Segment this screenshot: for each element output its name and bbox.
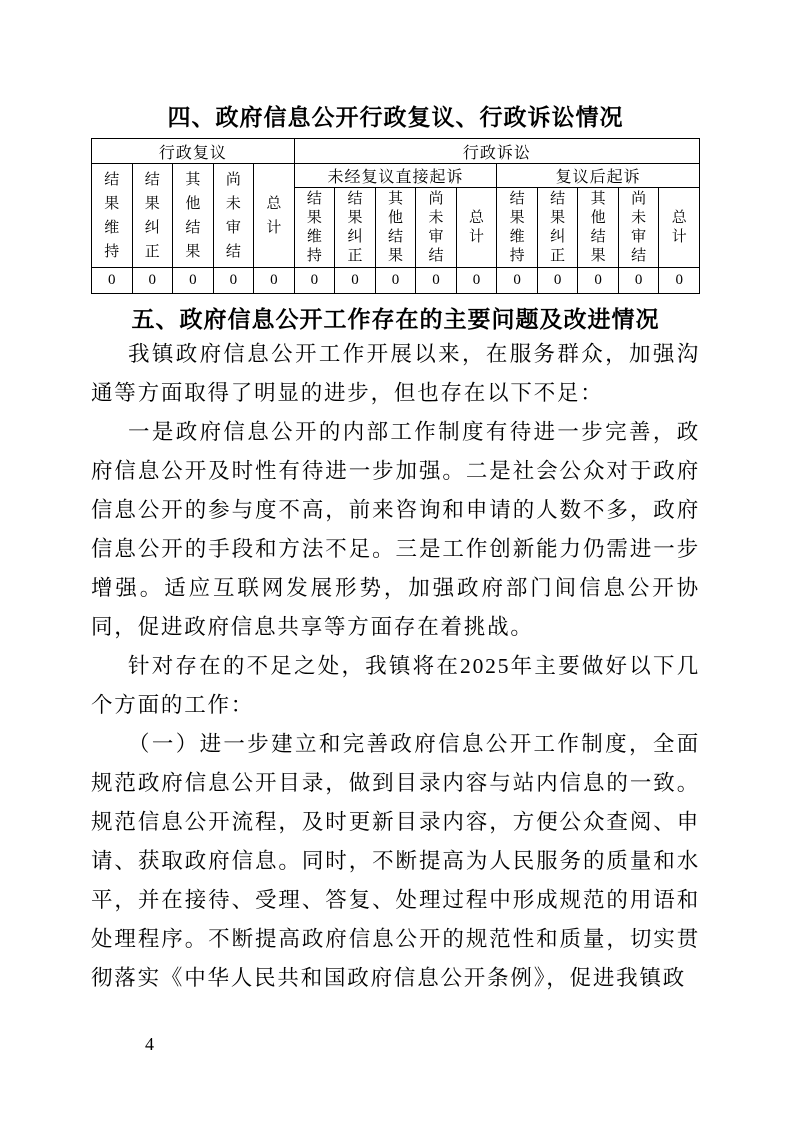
header-direct-total: 总计 bbox=[456, 188, 497, 268]
value-cell: 0 bbox=[294, 268, 335, 294]
header-direct-other-result: 其他结果 bbox=[375, 188, 416, 268]
group-admin-litigation: 行政诉讼 bbox=[294, 139, 699, 164]
group-admin-review: 行政复议 bbox=[92, 139, 295, 164]
subgroup-suit-after-review: 复议后起诉 bbox=[497, 164, 700, 188]
page-number: 4 bbox=[145, 1034, 154, 1054]
paragraph-intro: 我镇政府信息公开工作开展以来，在服务群众，加强沟通等方面取得了明显的进步，但也存在以下不足： bbox=[91, 342, 700, 405]
header-afterreview-pending: 尚未审结 bbox=[618, 188, 659, 268]
value-cell: 0 bbox=[456, 268, 497, 294]
admin-review-litigation-table bbox=[91, 138, 700, 294]
value-cell: 0 bbox=[375, 268, 416, 294]
value-cell: 0 bbox=[497, 268, 538, 294]
value-cell: 0 bbox=[132, 268, 173, 294]
section5-heading: 五、政府信息公开工作存在的主要问题及改进情况 bbox=[131, 306, 660, 332]
section4-heading: 四、政府信息公开行政复议、行政诉讼情况 bbox=[167, 104, 624, 130]
table-row-values bbox=[92, 268, 700, 294]
header-review-total: 总计 bbox=[254, 164, 295, 268]
header-review-other-result: 其他结果 bbox=[173, 164, 214, 268]
value-cell: 0 bbox=[618, 268, 659, 294]
value-cell: 0 bbox=[335, 268, 376, 294]
value-cell: 0 bbox=[578, 268, 619, 294]
header-afterreview-result-upheld: 结果维持 bbox=[497, 188, 538, 268]
header-afterreview-result-corrected: 结果纠正 bbox=[537, 188, 578, 268]
section5-body bbox=[91, 335, 700, 998]
value-cell: 0 bbox=[659, 268, 700, 294]
paragraph-measure-one: （一）进一步建立和完善政府信息公开工作制度，全面规范政府信息公开目录，做到目录内容与站内信息的一致。规范信息公开流程，及时更新目录内容，方便公众查阅、申请、获取政府信息。同时，不断提高为人民服务的质量和水平，并在接待、受理、答复、处理过程中形成规范的用语和处理程序。不断提高政府信息公开的规范性和质量，切实贯彻落实《中华人民共和国政府信息公开条例》，促进我镇政 bbox=[91, 732, 700, 990]
header-direct-result-corrected: 结果纠正 bbox=[335, 188, 376, 268]
value-cell: 0 bbox=[173, 268, 214, 294]
header-afterreview-other-result: 其他结果 bbox=[578, 188, 619, 268]
table-row-subgroups bbox=[92, 164, 700, 188]
value-cell: 0 bbox=[213, 268, 254, 294]
header-direct-result-upheld: 结果维持 bbox=[294, 188, 335, 268]
subgroup-direct-suit: 未经复议直接起诉 bbox=[294, 164, 497, 188]
value-cell: 0 bbox=[416, 268, 457, 294]
header-direct-pending: 尚未审结 bbox=[416, 188, 457, 268]
header-review-result-corrected: 结果纠正 bbox=[132, 164, 173, 268]
paragraph-problems: 一是政府信息公开的内部工作制度有待进一步完善，政府信息公开及时性有待进一步加强。二是社会公众对于政府信息公开的参与度不高，前来咨询和申请的人数不多，政府信息公开的手段和方法不足。三是工作创新能力仍需进一步增强。适应互联网发展形势，加强政府部门间信息公开协同，促进政府信息共享等方面存在着挑战。 bbox=[91, 420, 700, 639]
paragraph-plan-intro: 针对存在的不足之处，我镇将在2025年主要做好以下几个方面的工作： bbox=[91, 654, 700, 717]
header-afterreview-total: 总计 bbox=[659, 188, 700, 268]
header-review-pending: 尚未审结 bbox=[213, 164, 254, 268]
value-cell: 0 bbox=[254, 268, 295, 294]
table-row-groups bbox=[92, 139, 700, 164]
header-review-result-upheld: 结果维持 bbox=[92, 164, 133, 268]
value-cell: 0 bbox=[537, 268, 578, 294]
value-cell: 0 bbox=[92, 268, 133, 294]
document-content bbox=[91, 0, 700, 998]
